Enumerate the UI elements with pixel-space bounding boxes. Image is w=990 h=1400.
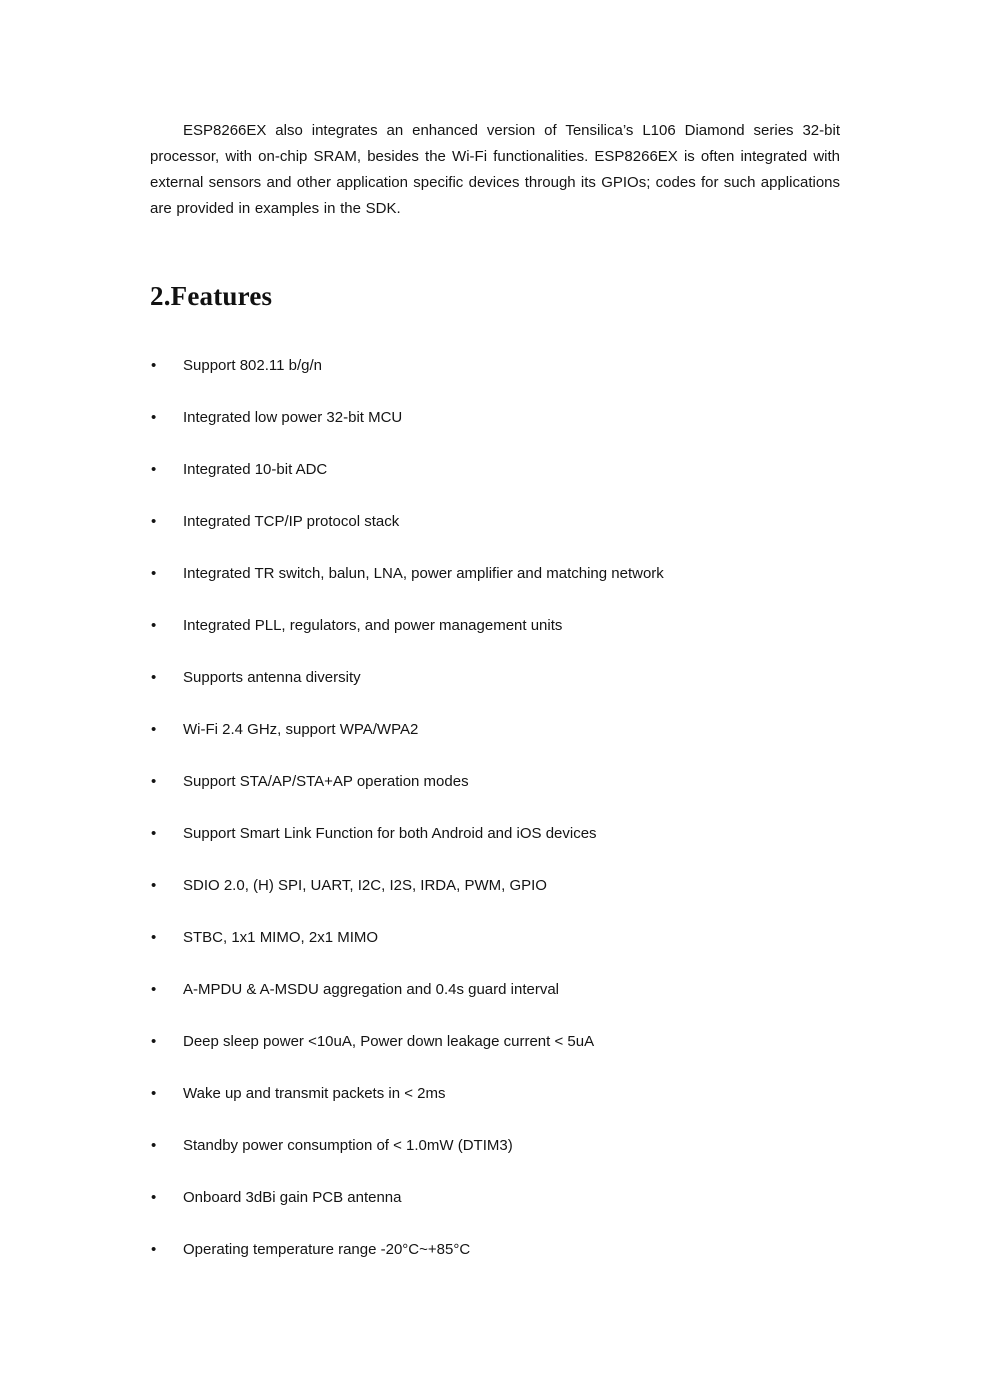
list-item (150, 460, 840, 512)
list-item (150, 1136, 840, 1188)
list-item-label: Support 802.11 b/g/n (183, 357, 322, 374)
bullet-icon: • (151, 513, 157, 530)
list-item-label: Integrated 10-bit ADC (183, 461, 328, 478)
list-item (150, 668, 840, 720)
bullet-icon: • (151, 721, 157, 738)
bullet-icon: • (151, 1033, 157, 1050)
bullet-icon: • (151, 565, 157, 582)
bullet-icon: • (151, 1137, 157, 1154)
bullet-icon: • (151, 1085, 157, 1102)
list-item (150, 512, 840, 564)
list-item (150, 616, 840, 668)
list-item-label: Wake up and transmit packets in < 2ms (183, 1085, 446, 1102)
list-item-label: Standby power consumption of < 1.0mW (DTIM3) (183, 1137, 513, 1154)
list-item-label: Support Smart Link Function for both Android and iOS devices (183, 825, 597, 842)
list-item (150, 564, 840, 616)
page-content (150, 118, 840, 1258)
bullet-icon: • (151, 1189, 157, 1206)
list-item (150, 928, 840, 980)
list-item (150, 876, 840, 928)
list-item (150, 1032, 840, 1084)
list-item (150, 772, 840, 824)
list-item (150, 824, 840, 876)
list-item-label: Support STA/AP/STA+AP operation modes (183, 773, 469, 790)
bullet-icon: • (151, 357, 157, 374)
intro-paragraph: ESP8266EX also integrates an enhanced version of Tensilica’s L106 Diamond series 32-bit processor, with on-chip SRAM, besides the Wi-Fi functionalities. ESP8266EX is often integrated with external sensors and other application specific devices through its GPIOs; codes for such applications are provided in examples in the SDK. (150, 122, 840, 217)
list-item-label: Integrated low power 32-bit MCU (183, 409, 403, 426)
list-item (150, 356, 840, 408)
list-item-label: Integrated TR switch, balun, LNA, power amplifier and matching network (183, 565, 664, 582)
list-item (150, 980, 840, 1032)
list-item-label: Wi-Fi 2.4 GHz, support WPA/WPA2 (183, 721, 419, 738)
bullet-icon: • (151, 825, 157, 842)
bullet-icon: • (151, 461, 157, 478)
list-item (150, 720, 840, 772)
list-item-label: Integrated PLL, regulators, and power management units (183, 617, 563, 634)
list-item (150, 1240, 840, 1292)
bullet-icon: • (151, 773, 157, 790)
bullet-icon: • (151, 409, 157, 426)
list-item-label: Onboard 3dBi gain PCB antenna (183, 1189, 402, 1206)
bullet-icon: • (151, 669, 157, 686)
list-item (150, 1188, 840, 1240)
list-item-label: Supports antenna diversity (183, 669, 361, 686)
bullet-icon: • (151, 877, 157, 894)
bullet-icon: • (151, 1241, 157, 1258)
list-item-label: Deep sleep power <10uA, Power down leakage current < 5uA (183, 1033, 595, 1050)
list-item-label: SDIO 2.0, (H) SPI, UART, I2C, I2S, IRDA, PWM, GPIO (183, 877, 547, 894)
bullet-icon: • (151, 929, 157, 946)
bullet-icon: • (151, 981, 157, 998)
feature-list (150, 356, 840, 1292)
bullet-icon: • (151, 617, 157, 634)
list-item-label: A-MPDU & A-MSDU aggregation and 0.4s guard interval (183, 981, 560, 998)
section-heading-features: 2.Features (150, 281, 273, 311)
list-item (150, 1084, 840, 1136)
list-item-label: Integrated TCP/IP protocol stack (183, 513, 400, 530)
list-item-label: Operating temperature range -20°C~+85°C (183, 1241, 471, 1258)
list-item (150, 408, 840, 460)
list-item-label: STBC, 1x1 MIMO, 2x1 MIMO (183, 929, 379, 946)
